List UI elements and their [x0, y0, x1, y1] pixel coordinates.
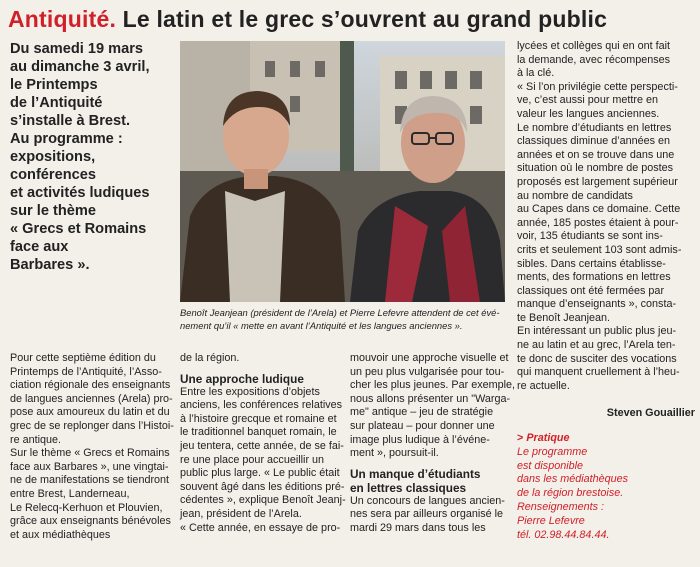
body-line: de langues anciennes (Arela) pro- [10, 392, 173, 405]
pratique-line: tél. 02.98.44.84.44. [517, 528, 610, 541]
lead-line: de l’Antiquité [10, 95, 103, 111]
pratique-line: Pierre Lefevre [517, 514, 585, 527]
article-column-2 [180, 352, 346, 535]
body-line: me" antique – jeu de stratégie [350, 406, 494, 419]
body-line: cédentes », explique Benoît Jeanj- [180, 494, 346, 507]
body-line: lycées et collèges qui en ont fait [517, 40, 671, 52]
body-line: voir, 135 étudiants se sont ins- [517, 230, 663, 243]
body-line: Entre les expositions d’objets [180, 385, 320, 398]
body-line: mardi 29 mars dans tous les [350, 521, 486, 534]
lead-line: Du samedi 19 mars [10, 41, 144, 57]
article-column-3 [350, 352, 516, 536]
headline-title: Le latin et le grec s’ouvrent au grand public [122, 6, 608, 32]
body-line: En intéressant un public plus jeu- [517, 325, 677, 338]
body-line: Le nombre d’étudiants en lettres [517, 121, 672, 134]
article-column-1 [10, 352, 174, 542]
body-line: Printemps de l’Antiquité, l’Asso- [10, 365, 162, 378]
body-line: ment », poursuit-il. [350, 447, 439, 460]
subheading-ludique: Une approche ludique [180, 371, 304, 386]
body-line: face aux Barbares », une vingtai- [10, 460, 169, 473]
pratique-title: Pratique [526, 432, 570, 444]
body-line: souvent âgé dans les éditions pré- [180, 480, 345, 493]
pratique-line: est disponible [517, 459, 584, 472]
body-line: au Capes dans ce domaine. Cette [517, 203, 681, 216]
body-line: classiques ont été fermées par [517, 284, 665, 297]
body-line: un peu plus vulgarisée pour tou- [350, 365, 505, 378]
lead-line: conférences [10, 167, 96, 183]
lead-line: s’installe à Brest. [10, 113, 131, 129]
lead-line: au dimanche 3 avril, [10, 59, 150, 75]
lead-line: Barbares ». [10, 257, 90, 273]
body-line: à l’histoire grecque et romaine et [180, 412, 337, 425]
pratique-line: Le programme [517, 445, 588, 458]
body-line: entre Brest, Landerneau, [10, 487, 130, 500]
body-line: pose aux amoureux du latin et du [10, 406, 170, 419]
body-line: jeu tentera, cette année, de se fai- [180, 439, 344, 452]
body-line: grec de se replonger dans l’Histoi- [10, 419, 174, 432]
lead-line: face aux [10, 239, 69, 255]
pratique-line: dans les médiathèques [517, 473, 629, 486]
pratique-box [517, 432, 695, 542]
body-line: et aux médiathèques [10, 528, 111, 541]
pratique-arrow: > [517, 432, 524, 444]
headline-kicker: Antiquité. [8, 6, 117, 32]
body-line: nes sera par ailleurs organisé le [350, 508, 504, 521]
body-line: sur plateau – pour donner une [350, 419, 495, 432]
body-line: Un concours de langues ancien- [350, 494, 505, 507]
body-line: te Benoît Jeanjean. [517, 311, 611, 324]
body-line: re antique. [10, 433, 62, 446]
body-line: situation où le nombre de postes [517, 162, 674, 175]
body-line: Pour cette septième édition du [10, 352, 156, 364]
body-line: crits et seulement 103 sont admis- [517, 243, 682, 256]
body-line: mouvoir une approche visuelle et [350, 352, 509, 364]
body-line: anciens, les conférences relatives [180, 399, 343, 412]
body-line: public plus large. « Le public était [180, 467, 340, 480]
caption-line: Benoît Jeanjean (président de l’Arela) et Pierre Lefevre attendent de cet évé- [180, 307, 500, 318]
body-line: cher les plus jeunes. Par exemple, [350, 379, 516, 392]
body-line: sibles. Dans certains établisse- [517, 257, 666, 270]
body-line: proposés est largement supérieur [517, 175, 678, 188]
lead-line: « Grecs et Romains [10, 221, 147, 237]
body-line: au nombre de candidats [517, 189, 633, 202]
pratique-line: Renseignements : [517, 500, 605, 513]
lead-paragraph [10, 40, 170, 274]
body-line: image plus ludique à l’événe- [350, 433, 490, 446]
body-line: Sur le thème « Grecs et Romains [10, 447, 170, 460]
photo-illustration [180, 41, 505, 302]
body-line: à la clé. [517, 67, 555, 80]
lead-line: expositions, [10, 149, 96, 165]
subheading-etudiants-line2: en lettres classiques [350, 480, 467, 495]
body-line: re une place pour accueillir un [180, 453, 325, 466]
article-column-4 [517, 40, 695, 421]
body-line: la demande, avec récompenses [517, 53, 671, 66]
body-line: valeur les langues anciennes. [517, 107, 660, 120]
lead-line: Au programme : [10, 131, 123, 147]
author-signature: Steven Gouaillier [606, 407, 695, 420]
body-line: ments, des formations en lettres [517, 271, 671, 284]
caption-line: nement qu’il « mette en avant l’Antiquité et les langues anciennes ». [180, 320, 463, 331]
body-line: te donc de susciter des vocations [517, 352, 677, 365]
body-line: « Cette année, en essaye de pro- [180, 521, 341, 534]
subheading-etudiants: Un manque d’étudiants [350, 466, 481, 481]
body-line: ciation régionale des enseignants [10, 379, 171, 392]
pratique-line: de la région brestoise. [517, 487, 624, 500]
article-photo [180, 41, 505, 302]
body-line: grâce aux enseignants bénévoles [10, 515, 171, 528]
photo-caption [180, 306, 508, 332]
body-line: années et on se trouve dans une [517, 148, 675, 161]
body-line: re actuelle. [517, 379, 570, 392]
body-line: jean, président de l’Arela. [180, 507, 302, 520]
body-line: manque d’enseignants », consta- [517, 298, 677, 311]
lead-line: sur le thème [10, 203, 96, 219]
lead-line: et activités ludiques [10, 185, 150, 201]
body-line: le traditionnel banquet romain, le [180, 426, 337, 439]
body-line: classiques diminue d’années en [517, 135, 671, 148]
body-line: qui manquent cruellement à l’heu- [517, 366, 680, 379]
lead-line: le Printemps [10, 77, 98, 93]
body-line: ne de manifestations se tiendront [10, 474, 170, 487]
body-line: Le Relecq-Kerhuon et Plouvien, [10, 501, 163, 514]
body-line: « Si l’on privilégie cette perspecti- [517, 80, 678, 93]
body-line: de la région. [180, 352, 240, 364]
headline [8, 6, 698, 33]
body-line: ve, c’est aussi pour mettre en [517, 94, 659, 107]
body-line: nous allons présenter un "Warga- [350, 392, 511, 405]
body-line: ne au latin et au grec, l’Arela ten- [517, 339, 676, 352]
body-line: année, 185 postes étaient à pour- [517, 216, 679, 229]
